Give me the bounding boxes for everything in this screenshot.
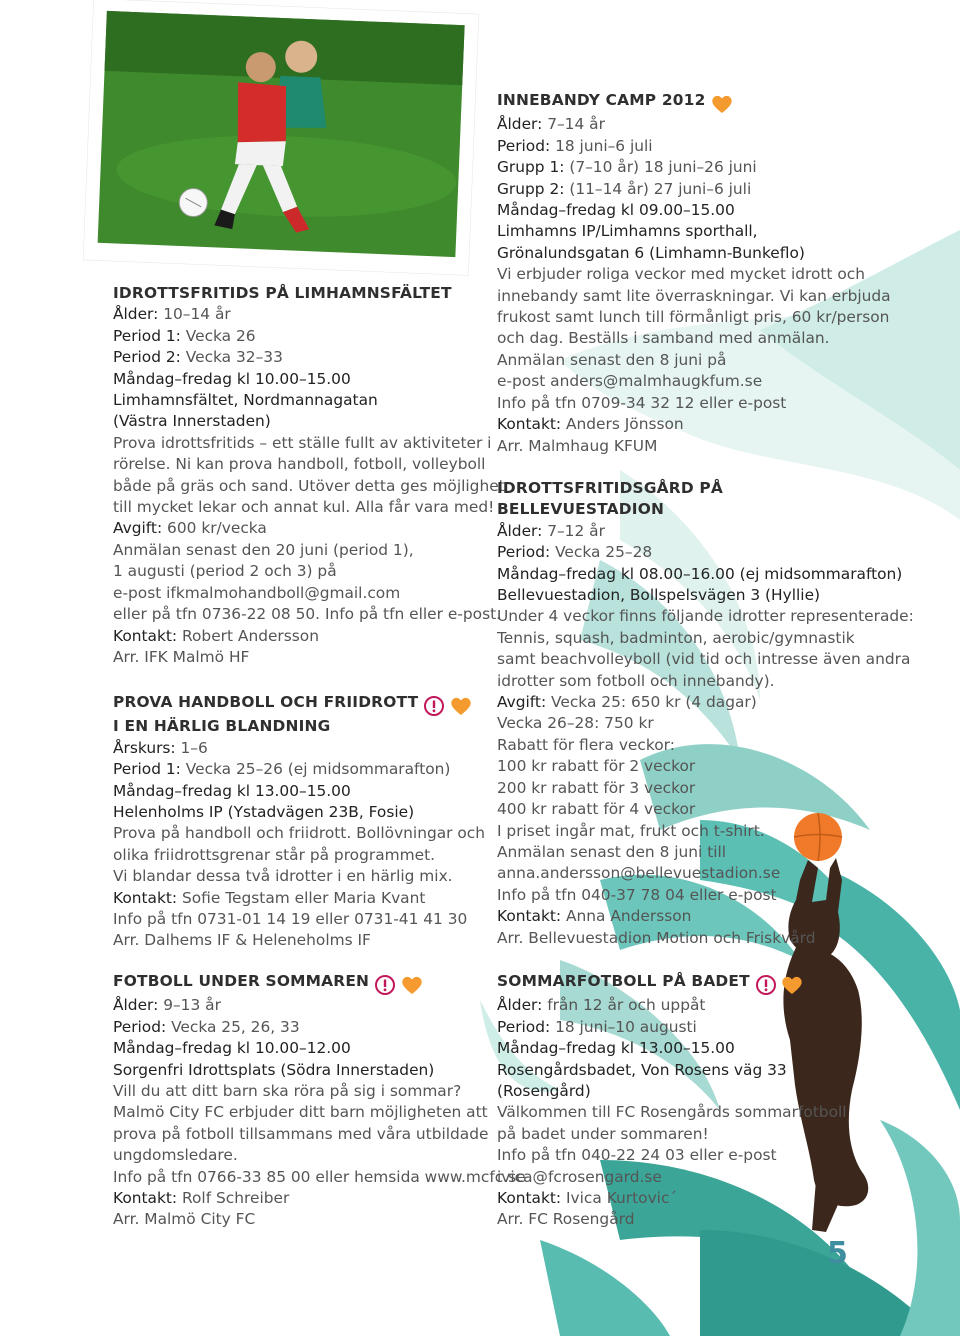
info: Info på tfn 0731-01 14 19 eller 0731-41 41 30 [113, 910, 468, 929]
organizer: Arr. Malmhaug KFUM [497, 436, 658, 455]
section-fotboll: FOTBOLL UNDER SOMMAREN Ålder: 9–13 år Period: Vecka 25, 26, 33 Måndag–fredag kl 10.00–12.00 Sorgenfri Idrottsplats (Södra Innerstaden) Vill du att ditt barn ska röra på sig i sommar? Malmö City FC erbjuder ditt barn möjligheten att prova på fotboll tillsammans med våra utbildade ungdomsledare. Info på tfn 0766-33 85 00 eller hemsida www.mcfc.se Kontakt: Rolf Schreiber Arr. Malmö City FC [113, 971, 526, 1231]
description: innebandy samt lite överraskningar. Vi kan erbjuda [497, 286, 891, 305]
section-title: BELLEVUESTADION [497, 500, 665, 519]
description: till mycket lekar och annat kul. Alla får vara med! [113, 498, 495, 517]
organizer: Arr. Malmö City FC [113, 1210, 256, 1229]
organizer: Arr. Bellevuestadion Motion och Friskvård [497, 928, 816, 947]
registration: Anmälan senast den 8 juni till [497, 842, 727, 861]
place: Sorgenfri Idrottsplats (Södra Innerstaden) [113, 1060, 435, 1079]
registration: e-post anders@malmhaugkfum.se [497, 372, 763, 391]
organizer: Arr. IFK Malmö HF [113, 647, 250, 666]
exclamation-icon [424, 696, 444, 716]
registration: Anmälan senast den 20 juni (period 1), [113, 540, 414, 559]
registration: anna.andersson@bellevuestadion.se [497, 864, 781, 883]
discount: 200 kr rabatt för 3 veckor [497, 778, 696, 797]
section-innebandy: INNEBANDY CAMP 2012 Ålder: 7–14 år Period: 18 juni–6 juli Grupp 1: (7–10 år) 18 juni–26 juni Grupp 2: (11–14 år) 27 juni–6 juli Måndag–fredag kl 09.00–15.00 Limhamns IP/Limhamns sporthall, Grönalundsgatan 6 (Limhamn-Bunkeflo) Vi erbjuder roliga veckor med mycket idrott och innebandy samt lite överraskningar. Vi kan erbjuda frukost samt lunch till förmånligt pris, 60 kr/person och dag. Beställs i samband med anmälan. Anmälan senast den 8 juni på e-post anders@malmhaugkfum.se Info på tfn 0709-34 32 12 eller e-post Kontakt: Anders Jönsson Arr. Malmhaug KFUM [497, 90, 891, 457]
days: Måndag–fredag kl 08.00–16.00 (ej midsommarafton) [497, 564, 903, 583]
description: idrotter som fotboll och innebandy). [497, 671, 775, 690]
section-icons [711, 93, 733, 114]
organizer: Arr. Dalhems IF & Heleneholms IF [113, 931, 371, 950]
description: Tennis, squash, badminton, aerobic/gymnastik [497, 628, 855, 647]
description: Malmö City FC erbjuder ditt barn möjligheten att [113, 1103, 488, 1122]
description: både på gräs och sand. Utöver detta ges möjlighet [113, 476, 505, 495]
exclamation-icon [756, 975, 776, 995]
description: Vi erbjuder roliga veckor med mycket idrott och [497, 265, 865, 284]
info: Info på tfn 0766-33 85 00 eller hemsida www.mcfc.se [113, 1167, 526, 1186]
section-title: I EN HÄRLIG BLANDNING [113, 717, 331, 736]
description: Vi blandar dessa två idrotter i en härlig mix. [113, 867, 453, 886]
heart-icon [711, 94, 733, 114]
days: Måndag–fredag kl 13.00–15.00 [497, 1039, 735, 1058]
heart-icon [781, 975, 803, 995]
description: Välkommen till FC Rosengårds sommarfotboll [497, 1103, 847, 1122]
info: Info på tfn 040-37 78 04 eller e-post [497, 885, 777, 904]
place: Rosengårdsbadet, Von Rosens väg 33 [497, 1060, 787, 1079]
section-icons [756, 974, 804, 995]
description: Prova idrottsfritids – ett ställe fullt av aktiviteter i [113, 433, 492, 452]
description: Under 4 veckor finns följande idrotter representerade: [497, 607, 914, 626]
section-icons [424, 695, 472, 716]
description: ungdomsledare. [113, 1146, 238, 1165]
days: Måndag–fredag kl 13.00–15.00 [113, 781, 351, 800]
discount: 400 kr rabatt för 4 veckor [497, 800, 696, 819]
section-sommarfotboll: SOMMARFOTBOLL PÅ BADET Ålder: från 12 år och uppåt Period: 18 juni–10 augusti Måndag–fredag kl 13.00–15.00 Rosengårdsbadet, Von Rosens väg 33 (Rosengård) Välkommen till FC Rosengårds sommarfotboll på badet under sommaren! Info på tfn 040-22 24 03 eller e-post ivica@fcrosengard.se Kontakt: Ivica Kurtovic´ Arr. FC Rosengård [497, 971, 847, 1231]
description: frukost samt lunch till förmånligt pris, 60 kr/person [497, 308, 890, 327]
description: och dag. Beställs i samband med anmälan. [497, 329, 830, 348]
section-handboll: PROVA HANDBOLL OCH FRIIDROTT I EN HÄRLIG BLANDNING Årskurs: 1–6 Period 1: Vecka 25–26 (ej midsommarafton) Måndag–fredag kl 13.00–15.00 Helenholms IP (Ystadvägen 23B, Fosie) Prova på handboll och friidrott. Bollövningar och olika friidrottsgrenar står på programmet. Vi blandar dessa två idrotter i en härlig mix. Kontakt: Sofie Tegstam eller Maria Kvant Info på tfn 0731-01 14 19 eller 0731-41 41 30 Arr. Dalhems IF & Heleneholms IF [113, 692, 485, 952]
section-idrottsfritids: IDROTTSFRITIDS PÅ LIMHAMNSFÄLTET Ålder: 10–14 år Period 1: Vecka 26 Period 2: Vecka 32–33 Måndag–fredag kl 10.00–15.00 Limhamnsfältet, Nordmannagatan (Västra Innerstaden) Prova idrottsfritids – ett ställe fullt av aktiviteter i rörelse. Ni kan prova handboll, fotboll, volleyboll både på gräs och sand. Utöver detta ges möjlighet till mycket lekar och annat kul. Alla får vara med! Avgift: 600 kr/vecka Anmälan senast den 20 juni (period 1), 1 augusti (period 2 och 3) på e-post ifkmalmohandboll@gmail.com eller på tfn 0736-22 08 50. Info på tfn eller e-post. Kontakt: Robert Andersson Arr. IFK Malmö HF [113, 283, 505, 668]
exclamation-icon [375, 975, 395, 995]
discount: 100 kr rabatt för 2 veckor [497, 757, 696, 776]
registration: eller på tfn 0736-22 08 50. Info på tfn eller e-post. [113, 605, 502, 624]
page-number: 5 [827, 1236, 848, 1271]
section-icons [375, 974, 423, 995]
info: Info på tfn 040-22 24 03 eller e-post [497, 1146, 777, 1165]
section-title: FOTBOLL UNDER SOMMAREN [113, 972, 370, 990]
place: (Västra Innerstaden) [113, 412, 271, 431]
description: samt beachvolleyboll (vid tid och intresse även andra [497, 650, 911, 669]
place: Limhamns IP/Limhamns sporthall, [497, 222, 758, 241]
description: prova på fotboll tillsammans med våra utbildade [113, 1124, 489, 1143]
place: (Rosengård) [497, 1082, 591, 1101]
registration: e-post ifkmalmohandboll@gmail.com [113, 583, 401, 602]
heart-icon [450, 696, 472, 716]
place: Limhamnsfältet, Nordmannagatan [113, 391, 378, 410]
organizer: Arr. FC Rosengård [497, 1210, 635, 1229]
section-title: INNEBANDY CAMP 2012 [497, 91, 706, 109]
registration: 1 augusti (period 2 och 3) på [113, 562, 337, 581]
discount: Rabatt för flera veckor: [497, 735, 675, 754]
registration: Anmälan senast den 8 juni på [497, 350, 727, 369]
section-bellevue: IDROTTSFRITIDSGÅRD PÅ BELLEVUESTADION Ålder: 7–12 år Period: Vecka 25–28 Måndag–fredag kl 08.00–16.00 (ej midsommarafton) Bellevuestadion, Bollspelsvägen 3 (Hyllie) Under 4 veckor finns följande idrotter representerade: Tennis, squash, badminton, aerobic/gymnastik samt beachvolleyboll (vid tid och intresse även andra idrotter som fotboll och innebandy). Avgift: Vecka 25: 650 kr (4 dagar) Vecka 26–28: 750 kr Rabatt för flera veckor: 100 kr rabatt för 2 veckor 200 kr rabatt för 3 veckor 400 kr rabatt för 4 veckor I priset ingår mat, frukt och t-shirt. Anmälan senast den 8 juni till anna.andersson@bellevuestadion.se Info på tfn 040-37 78 04 eller e-post Kontakt: Anna Andersson Arr. Bellevuestadion Motion och Friskvård [497, 478, 914, 949]
description: på badet under sommaren! [497, 1124, 709, 1143]
description: Prova på handboll och friidrott. Bollövningar och [113, 824, 486, 843]
email: ivica@fcrosengard.se [497, 1167, 662, 1186]
description: olika friidrottsgrenar står på programmet. [113, 845, 436, 864]
days: Måndag–fredag kl 10.00–15.00 [113, 369, 351, 388]
heart-icon [401, 975, 423, 995]
section-title: IDROTTSFRITIDSGÅRD PÅ [497, 479, 723, 497]
section-title: PROVA HANDBOLL OCH FRIIDROTT [113, 693, 419, 711]
included: I priset ingår mat, frukt och t-shirt. [497, 821, 765, 840]
place: Grönalundsgatan 6 (Limhamn-Bunkeflo) [497, 243, 805, 262]
fee: Vecka 26–28: 750 kr [497, 714, 654, 733]
registration: Info på tfn 0709-34 32 12 eller e-post [497, 393, 787, 412]
section-title: SOMMARFOTBOLL PÅ BADET [497, 972, 750, 990]
place: Helenholms IP (Ystadvägen 23B, Fosie) [113, 803, 415, 822]
soccer-photo [83, 0, 479, 276]
section-title: IDROTTSFRITIDS PÅ LIMHAMNSFÄLTET [113, 284, 452, 302]
days: Måndag–fredag kl 09.00–15.00 [497, 201, 735, 220]
description: rörelse. Ni kan prova handboll, fotboll, volleyboll [113, 455, 486, 474]
description: Vill du att ditt barn ska röra på sig i sommar? [113, 1082, 462, 1101]
days: Måndag–fredag kl 10.00–12.00 [113, 1039, 351, 1058]
place: Bellevuestadion, Bollspelsvägen 3 (Hyllie) [497, 586, 821, 605]
